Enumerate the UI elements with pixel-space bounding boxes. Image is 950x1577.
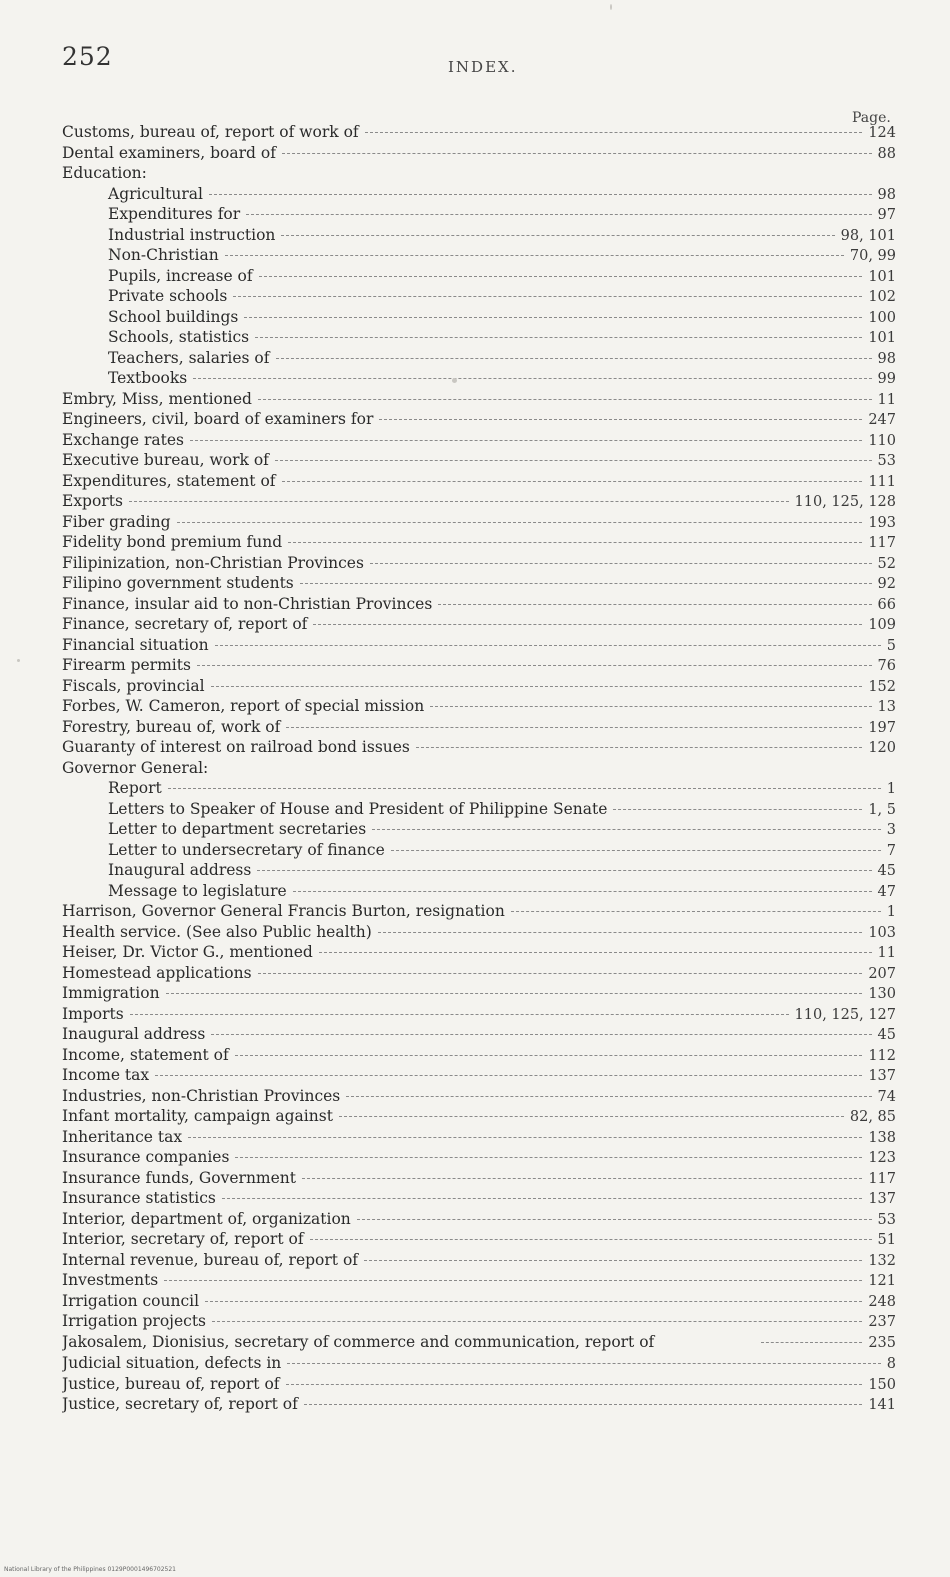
entry-pages: 47 — [877, 883, 896, 900]
leader-dots — [205, 1301, 862, 1302]
leader-dots — [258, 399, 872, 400]
index-subentry — [62, 245, 896, 266]
leader-dots — [215, 645, 881, 646]
entry-term: Customs, bureau of, report of work of — [62, 123, 359, 141]
index-list — [62, 122, 896, 1415]
entry-pages: 53 — [877, 1211, 896, 1228]
index-entry — [62, 389, 896, 410]
entry-pages: 88 — [877, 145, 896, 162]
index-subentry — [62, 819, 896, 840]
index-entry — [62, 1291, 896, 1312]
entry-term: Private schools — [108, 287, 228, 305]
leader-dots — [761, 1342, 862, 1343]
entry-term: Firearm permits — [62, 656, 191, 674]
entry-pages: 98, 101 — [840, 227, 896, 244]
leader-dots — [310, 1239, 872, 1240]
leader-dots — [193, 378, 871, 379]
index-entry — [62, 450, 896, 471]
leader-dots — [166, 993, 863, 994]
leader-dots — [235, 1055, 863, 1056]
leader-dots — [233, 296, 862, 297]
entry-term: Homestead applications — [62, 963, 252, 982]
leader-dots — [364, 1260, 862, 1261]
leader-dots — [304, 1404, 862, 1405]
entry-pages: 3 — [886, 822, 896, 838]
leader-dots — [286, 727, 862, 728]
index-subentry — [62, 348, 896, 369]
entry-pages: 11 — [877, 945, 896, 961]
entry-pages: 117 — [868, 535, 896, 551]
index-entry — [62, 430, 896, 451]
index-heading — [62, 758, 896, 779]
index-entry — [62, 1270, 896, 1291]
entry-pages: 112 — [868, 1047, 896, 1064]
entry-pages: 137 — [868, 1068, 896, 1084]
entry-pages: 197 — [868, 719, 896, 736]
entry-term: Insurance funds, Government — [62, 1168, 297, 1187]
library-footer: National Library of the Philippines 0129P0001496702521 — [4, 1566, 176, 1573]
entry-term: Jakosalem, Dionisius, secretary of commerce and communication, report of — [62, 1332, 655, 1351]
entry-term: Industrial instruction — [108, 225, 276, 244]
index-entry — [62, 1168, 896, 1189]
entry-term: Immigration — [62, 984, 160, 1002]
index-subentry — [62, 184, 896, 205]
index-subentry — [62, 860, 896, 881]
leader-dots — [258, 973, 863, 974]
entry-pages: 11 — [877, 391, 896, 408]
index-subentry — [62, 307, 896, 328]
entry-term: Filipinization, non-Christian Provinces — [62, 553, 364, 572]
entry-term: Infant mortality, campaign against — [62, 1107, 333, 1125]
entry-term: Heiser, Dr. Victor G., mentioned — [62, 943, 313, 961]
leader-dots — [255, 337, 862, 338]
leader-dots — [259, 276, 863, 277]
index-entry — [62, 1065, 896, 1086]
entry-term: Financial situation — [62, 635, 209, 654]
entry-pages: 110 — [868, 432, 896, 449]
leader-dots — [319, 952, 872, 953]
entry-term: Guaranty of interest on railroad bond issues — [62, 738, 410, 756]
entry-pages: 45 — [877, 863, 896, 879]
index-entry — [62, 655, 896, 676]
leader-dots — [188, 1137, 862, 1138]
entry-term: Dental examiners, board of — [62, 143, 276, 162]
index-entry — [62, 737, 896, 758]
index-subentry — [62, 368, 896, 389]
leader-dots — [209, 194, 872, 195]
leader-dots — [222, 1198, 862, 1199]
entry-term: Justice, secretary of, report of — [62, 1395, 298, 1413]
leader-dots — [313, 624, 862, 625]
entry-term: Insurance statistics — [62, 1189, 216, 1207]
entry-pages: 1, 5 — [868, 801, 896, 818]
running-head: INDEX. — [448, 58, 518, 76]
index-entry — [62, 1106, 896, 1127]
entry-term: Finance, insular aid to non-Christian Provinces — [62, 594, 433, 613]
entry-pages: 92 — [877, 576, 896, 592]
entry-term: Embry, Miss, mentioned — [62, 389, 252, 408]
index-entry — [62, 1250, 896, 1271]
index-subentry — [62, 881, 896, 902]
leader-dots — [281, 235, 834, 236]
entry-term: Interior, secretary of, report of — [62, 1230, 304, 1248]
entry-pages: 207 — [868, 965, 896, 982]
entry-pages: 109 — [868, 617, 896, 633]
entry-pages: 152 — [868, 678, 896, 695]
entry-term: Forbes, W. Cameron, report of special mission — [62, 697, 425, 715]
entry-term: Letter to undersecretary of finance — [108, 840, 385, 859]
leader-dots — [365, 132, 863, 133]
entry-pages: 98 — [877, 186, 896, 203]
index-entry — [62, 983, 896, 1004]
entry-term: Harrison, Governor General Francis Burton, resignation — [62, 902, 505, 920]
entry-term: Fidelity bond premium fund — [62, 533, 283, 551]
index-entry — [62, 1147, 896, 1168]
entry-pages: 117 — [868, 1170, 896, 1187]
entry-term: Investments — [62, 1271, 159, 1289]
entry-pages: 110, 125, 127 — [794, 1006, 896, 1023]
entry-pages: 137 — [868, 1191, 896, 1207]
index-entry — [62, 635, 896, 656]
index-entry — [62, 1311, 896, 1332]
entry-pages: 99 — [877, 371, 896, 387]
index-subentry — [62, 225, 896, 246]
entry-pages: 138 — [868, 1129, 896, 1146]
index-entry — [62, 922, 896, 943]
entry-pages: 102 — [868, 289, 896, 305]
entry-term: Pupils, increase of — [108, 266, 253, 285]
index-entry — [62, 532, 896, 553]
entry-term: Imports — [62, 1004, 124, 1023]
entry-term: Industries, non-Christian Provinces — [62, 1086, 341, 1105]
leader-dots — [276, 358, 872, 359]
leader-dots — [288, 542, 862, 543]
scan-speck — [610, 4, 612, 10]
leader-dots — [287, 1363, 880, 1364]
entry-term: Inaugural address — [108, 861, 252, 879]
entry-pages: 130 — [868, 986, 896, 1002]
entry-pages: 124 — [868, 125, 896, 141]
entry-term: Expenditures, statement of — [62, 471, 276, 490]
leader-dots — [155, 1075, 862, 1076]
entry-term: Engineers, civil, board of examiners for — [62, 410, 374, 428]
index-entry — [62, 122, 896, 143]
index-entry — [62, 696, 896, 717]
entry-pages: 13 — [877, 699, 896, 715]
index-entry — [62, 409, 896, 430]
entry-pages: 74 — [877, 1088, 896, 1105]
leader-dots — [212, 1321, 862, 1322]
entry-term: Teachers, salaries of — [108, 348, 270, 367]
entry-term: Letters to Speaker of House and President of Philippine Senate — [108, 799, 608, 818]
leader-dots — [282, 481, 863, 482]
entry-term: School buildings — [108, 307, 239, 326]
entry-pages: 247 — [868, 412, 896, 428]
leader-dots — [300, 583, 872, 584]
entry-term: Filipino government students — [62, 574, 294, 592]
index-entry — [62, 1353, 896, 1374]
index-entry — [62, 1394, 896, 1415]
leader-dots — [302, 1178, 862, 1179]
entry-pages: 7 — [886, 842, 896, 859]
entry-pages: 235 — [868, 1334, 896, 1351]
leader-dots — [235, 1157, 862, 1158]
entry-pages: 248 — [868, 1293, 896, 1310]
leader-dots — [211, 1034, 871, 1035]
entry-pages: 100 — [868, 309, 896, 326]
entry-pages: 82, 85 — [849, 1109, 896, 1125]
entry-term: Report — [108, 779, 162, 797]
entry-pages: 1 — [886, 781, 896, 797]
leader-dots — [430, 706, 871, 707]
entry-pages: 98 — [877, 350, 896, 367]
page-column-label: Page. — [852, 110, 891, 126]
index-entry — [62, 1086, 896, 1107]
scan-speck — [17, 659, 20, 662]
entry-term: Executive bureau, work of — [62, 451, 269, 469]
entry-term: Fiscals, provincial — [62, 676, 205, 695]
entry-pages: 8 — [886, 1356, 896, 1372]
index-subentry — [62, 286, 896, 307]
leader-dots — [372, 829, 881, 830]
entry-term: Message to legislature — [108, 881, 287, 900]
entry-term: Income tax — [62, 1066, 150, 1084]
entry-pages: 103 — [868, 924, 896, 941]
leader-dots — [438, 604, 871, 605]
index-entry — [62, 143, 896, 164]
index-entry — [62, 594, 896, 615]
leader-dots — [613, 809, 862, 810]
index-heading — [62, 163, 896, 184]
leader-dots — [370, 563, 872, 564]
entry-term: Inheritance tax — [62, 1127, 183, 1146]
entry-term: Internal revenue, bureau of, report of — [62, 1250, 359, 1269]
index-entry — [62, 614, 896, 635]
leader-dots — [225, 255, 844, 256]
entry-term: Judicial situation, defects in — [62, 1354, 282, 1372]
entry-pages: 111 — [868, 473, 896, 490]
entry-pages: 45 — [877, 1027, 896, 1043]
leader-dots — [357, 1219, 872, 1220]
leader-dots — [282, 153, 872, 154]
entry-term: Irrigation council — [62, 1291, 200, 1310]
index-entry — [62, 963, 896, 984]
index-entry — [62, 1188, 896, 1209]
leader-dots — [164, 1280, 862, 1281]
entry-term: Letter to department secretaries — [108, 820, 367, 838]
index-entry — [62, 1024, 896, 1045]
leader-dots — [511, 911, 881, 912]
leader-dots — [244, 317, 862, 318]
index-entry — [62, 1332, 896, 1354]
scan-speck — [452, 378, 457, 383]
index-entry — [62, 1209, 896, 1230]
leader-dots — [346, 1096, 871, 1097]
index-subentry — [62, 266, 896, 287]
index-entry — [62, 553, 896, 574]
leader-dots — [257, 870, 871, 871]
leader-dots — [293, 891, 872, 892]
entry-pages: 101 — [868, 330, 896, 346]
entry-pages: 150 — [868, 1376, 896, 1393]
index-entry — [62, 1374, 896, 1395]
entry-term: Exchange rates — [62, 430, 184, 449]
index-entry — [62, 901, 896, 922]
entry-pages: 51 — [877, 1232, 896, 1248]
leader-dots — [378, 932, 863, 933]
page-number: 252 — [62, 42, 113, 71]
entry-term: Exports — [62, 492, 123, 510]
index-subentry — [62, 327, 896, 348]
entry-term: Income, statement of — [62, 1045, 229, 1064]
entry-pages: 237 — [868, 1314, 896, 1330]
entry-term: Textbooks — [108, 369, 188, 387]
entry-pages: 141 — [868, 1397, 896, 1413]
index-entry — [62, 717, 896, 738]
index-entry — [62, 942, 896, 963]
entry-pages: 120 — [868, 740, 896, 756]
leader-dots — [391, 850, 881, 851]
entry-pages: 66 — [877, 596, 896, 613]
leader-dots — [275, 460, 872, 461]
entry-term: Insurance companies — [62, 1148, 230, 1166]
entry-term: Health service. (See also Public health) — [62, 922, 372, 941]
entry-term: Interior, department of, organization — [62, 1209, 351, 1228]
entry-term: Governor General: — [62, 758, 209, 777]
leader-dots — [130, 1014, 789, 1015]
leader-dots — [339, 1116, 844, 1117]
index-subentry — [62, 778, 896, 799]
entry-pages: 121 — [868, 1273, 896, 1289]
leader-dots — [211, 686, 863, 687]
entry-term: Justice, bureau of, report of — [62, 1374, 280, 1393]
index-entry — [62, 1004, 896, 1025]
index-entry — [62, 512, 896, 533]
index-subentry — [62, 840, 896, 861]
entry-pages: 101 — [868, 268, 896, 285]
entry-term: Education: — [62, 164, 147, 182]
entry-term: Schools, statistics — [108, 328, 250, 346]
index-entry — [62, 1045, 896, 1066]
index-subentry — [62, 799, 896, 820]
entry-pages: 5 — [886, 637, 896, 654]
index-entry — [62, 471, 896, 492]
index-entry — [62, 1127, 896, 1148]
index-subentry — [62, 204, 896, 225]
leader-dots — [197, 665, 872, 666]
entry-pages: 110, 125, 128 — [794, 494, 896, 510]
entry-pages: 76 — [877, 658, 896, 674]
entry-term: Irrigation projects — [62, 1312, 206, 1330]
leader-dots — [177, 522, 863, 523]
entry-pages: 52 — [877, 555, 896, 572]
entry-pages: 123 — [868, 1150, 896, 1166]
index-entry — [62, 676, 896, 697]
leader-dots — [379, 419, 862, 420]
entry-pages: 1 — [886, 904, 896, 920]
entry-pages: 132 — [868, 1252, 896, 1269]
leader-dots — [129, 501, 789, 502]
leader-dots — [168, 788, 881, 789]
entry-pages: 70, 99 — [849, 248, 896, 264]
index-entry — [62, 491, 896, 512]
entry-term: Expenditures for — [108, 205, 241, 223]
leader-dots — [416, 747, 862, 748]
entry-pages: 53 — [877, 453, 896, 469]
entry-term: Inaugural address — [62, 1025, 206, 1043]
entry-term: Fiber grading — [62, 512, 171, 531]
index-entry — [62, 573, 896, 594]
entry-term: Forestry, bureau of, work of — [62, 717, 281, 736]
entry-term: Non-Christian — [108, 246, 219, 264]
entry-pages: 193 — [868, 514, 896, 531]
entry-term: Agricultural — [108, 184, 203, 203]
leader-dots — [246, 214, 871, 215]
entry-term: Finance, secretary of, report of — [62, 615, 308, 633]
index-entry — [62, 1229, 896, 1250]
leader-dots — [190, 440, 862, 441]
leader-dots — [286, 1384, 863, 1385]
entry-pages: 97 — [877, 207, 896, 223]
